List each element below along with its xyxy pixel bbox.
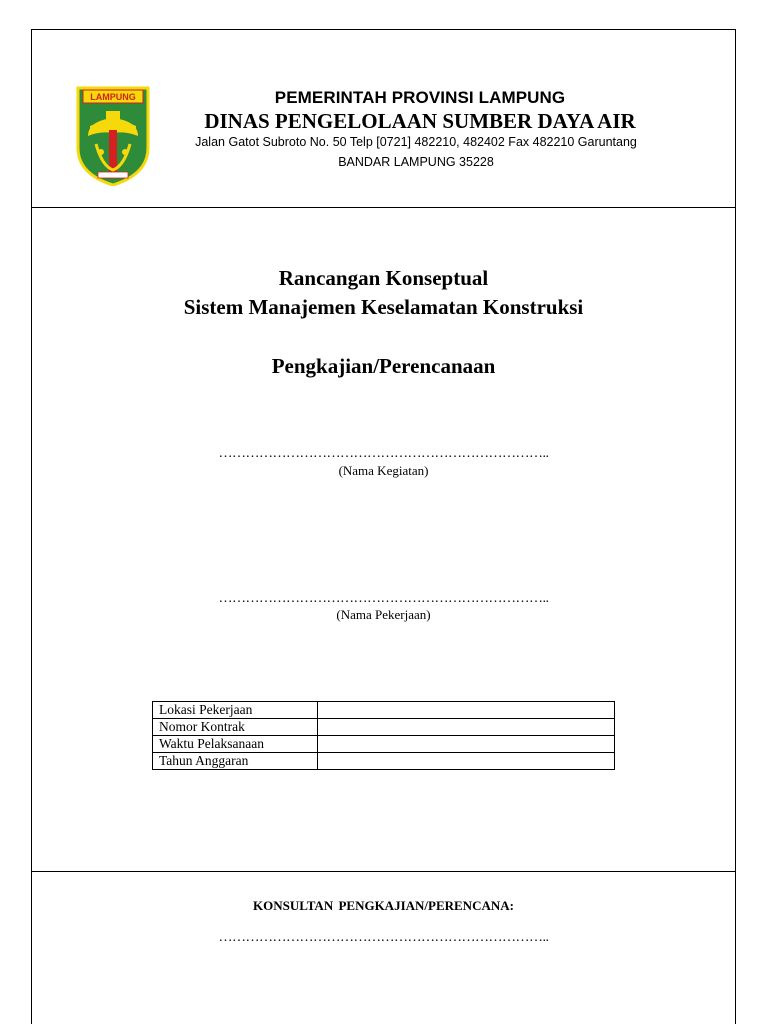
svg-text:LAMPUNG: LAMPUNG <box>90 92 136 102</box>
konsultan-blank-line: ……………………………………………………………….. <box>218 930 549 945</box>
header-government-name: PEMERINTAH PROVINSI LAMPUNG <box>274 88 566 107</box>
row-label: Waktu Pelaksanaan <box>153 736 318 753</box>
kegiatan-blank-line: ……………………………………………………………….. <box>218 446 549 461</box>
table-row <box>153 753 615 770</box>
pekerjaan-blank-line: ……………………………………………………………….. <box>218 591 549 606</box>
row-value <box>318 719 615 736</box>
table-row <box>153 736 615 753</box>
footer-divider <box>31 871 736 872</box>
kegiatan-caption: (Nama Kegiatan) <box>338 463 429 478</box>
document-subtitle: Pengkajian/Perencanaan <box>271 354 496 378</box>
header-agency-name: DINAS PENGELOLAAN SUMBER DAYA AIR <box>204 109 636 133</box>
document-title-2: Sistem Manajemen Keselamatan Konstruksi <box>183 295 584 319</box>
header-city: BANDAR LAMPUNG 35228 <box>338 155 494 169</box>
lampung-emblem-logo <box>76 86 150 186</box>
row-value <box>318 736 615 753</box>
table-row <box>153 719 615 736</box>
header-address: Jalan Gatot Subroto No. 50 Telp [0721] 482210, 482402 Fax 482210 Garuntang <box>195 135 637 149</box>
project-info-table <box>152 701 615 770</box>
pekerjaan-caption: (Nama Pekerjaan) <box>336 607 431 622</box>
row-label: Lokasi Pekerjaan <box>153 702 318 719</box>
row-value <box>318 753 615 770</box>
header-divider <box>31 207 736 208</box>
document-title-1: Rancangan Konseptual <box>278 266 489 290</box>
row-label: Nomor Kontrak <box>153 719 318 736</box>
table-row <box>153 702 615 719</box>
row-label: Tahun Anggaran <box>153 753 318 770</box>
konsultan-label: KONSULTAN PENGKAJIAN/PERENCANA: <box>253 898 514 913</box>
row-value <box>318 702 615 719</box>
